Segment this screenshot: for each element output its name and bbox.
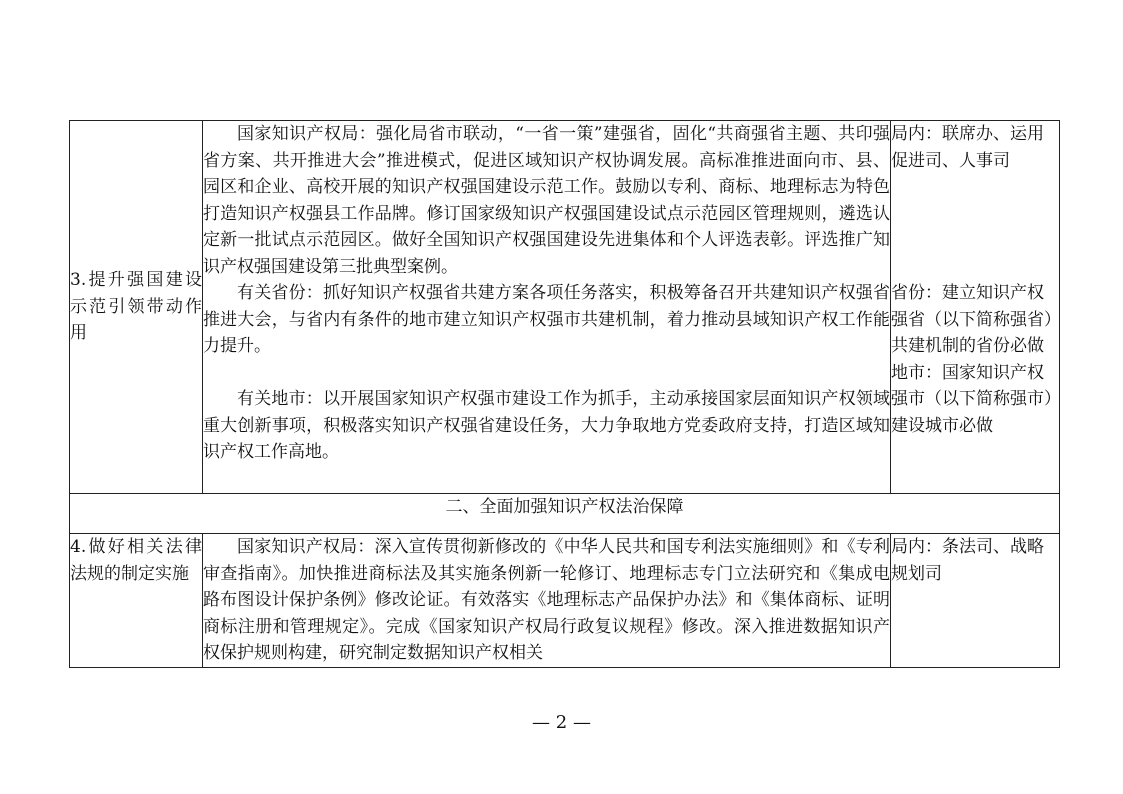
dept-cell (891, 534, 1060, 668)
item-cell: 4.做好相关法律法规的制定实施 (70, 534, 203, 668)
dept-text: 地市：国家知识产权强市（以下简称强市）建设城市必做 (891, 362, 1053, 436)
table-row (70, 534, 1060, 668)
content-cell (203, 121, 891, 494)
dept-text: 省份：建立知识产权强省（以下简称强省）共建机制的省份必做 (891, 283, 1053, 356)
paragraph: 国家知识产权局：强化局省市联动，“一省一策”建强省，固化“共商强省主题、共印强省方案、共开推进大会”推进模式，促进区域知识产权协调发展。高标准推进面向市、县、园区和企业、高校开展的知识产权强国建设示范工作。鼓励以专利、商标、地理标志为特色打造知识产权强县工作品牌。修订国家级知识产权强国建设试点示范园区管理规则，遴选认定新一批试点示范园区。做好全国知识产权强国建设先进集体和个人评选表彰。评选推广知识产权强国建设第三批典型案例。 (203, 124, 890, 277)
table-row (70, 121, 1060, 494)
section-row (70, 494, 1060, 534)
paragraph: 有关省份：抓好知识产权强省共建方案各项任务落实，积极筹备召开共建知识产权强省推进大会，与省内有条件的地市建立知识产权强市共建机制，着力推动县域知识产权工作能力提升。 (203, 283, 890, 356)
task-table (69, 120, 1060, 668)
item-cell: 3.提升强国建设示范引领带动作用 (70, 121, 203, 494)
dept-text: 局内：条法司、战略规划司 (891, 537, 1044, 584)
paragraph: 有关地市：以开展国家知识产权强市建设工作为抓手，主动承接国家层面知识产权领域重大创新事项，积极落实知识产权强省建设任务，大力争取地方党委政府支持，打造区域知识产权工作高地。 (203, 389, 890, 462)
dept-cell (891, 121, 1060, 494)
section-heading: 二、全面加强知识产权法治保障 (70, 494, 1060, 534)
paragraph: 国家知识产权局：深入宣传贯彻新修改的《中华人民共和国专利法实施细则》和《专利审查指南》。加快推进商标法及其实施条例新一轮修订、地理标志专门立法研究和《集成电路布图设计保护条例》修改论证。有效落实《地理标志产品保护办法》和《集体商标、证明商标注册和管理规定》。完成《国家知识产权局行政复议规程》修改。深入推进数据知识产权保护规则构建，研究制定数据知识产权相关 (203, 537, 890, 663)
content-cell (203, 534, 891, 668)
dept-text: 局内：联席办、运用促进司、人事司 (891, 124, 1044, 171)
page-number: — 2 — (532, 712, 591, 733)
